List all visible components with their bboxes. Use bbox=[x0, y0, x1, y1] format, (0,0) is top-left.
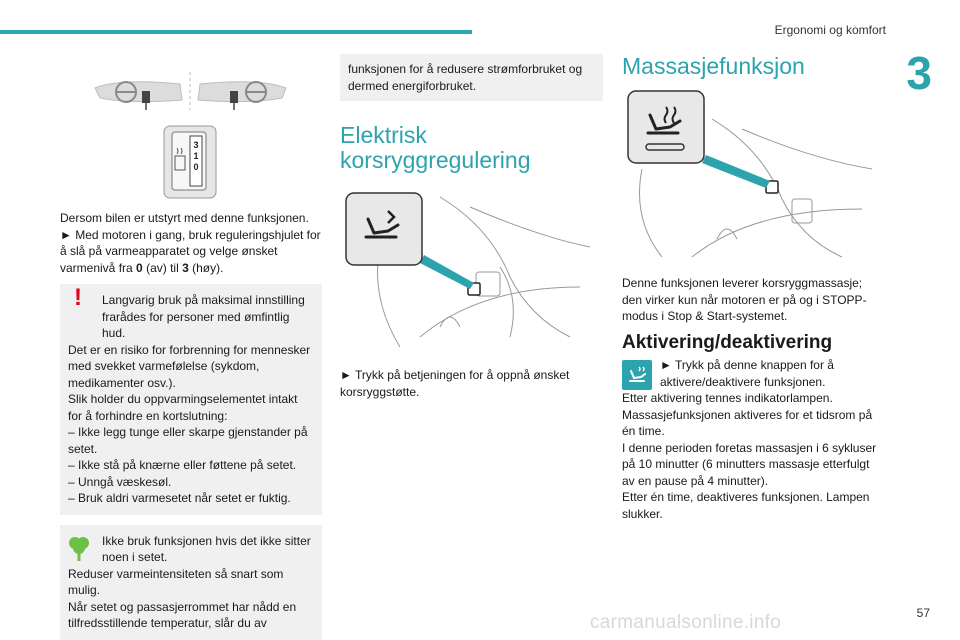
warning-line: Slik holder du oppvarmingselementet intakt for å forhindre en kortslutning: bbox=[68, 392, 298, 423]
lumbar-illustration bbox=[340, 187, 603, 351]
eco-line: Reduser varmeintensiteten så snart som mulig. bbox=[68, 566, 284, 597]
column-lumbar bbox=[340, 54, 603, 400]
warning-box bbox=[60, 284, 322, 515]
warning-exclamation-icon: ! bbox=[74, 284, 82, 311]
dial-level-0: 0 bbox=[193, 162, 199, 172]
massage-heading: Massasjefunksjon bbox=[622, 53, 805, 79]
eco-lead: Ikke bruk funksjonen hvis det ikke sitter noen i setet. bbox=[102, 533, 311, 564]
watermark: carmanualsonline.info bbox=[590, 612, 782, 633]
continuation-text: funksjonen for å redusere strømforbruket og dermed energiforbruket. bbox=[348, 62, 583, 93]
warning-line: Det er en risiko for forbrenning for mennesker med svekket varmefølelse (sykdom, medikamenter osv.). bbox=[68, 342, 311, 390]
warning-line: – Unngå væskesøl. bbox=[68, 474, 172, 489]
massage-intro: Denne funksjonen leverer korsryggmassasje; den virker kun når motoren er på og i STOPP-modus i Stop & Start-systemet. bbox=[622, 276, 867, 323]
massage-body-line: Etter én time, deaktiveres funksjonen. Lampen slukker. bbox=[622, 490, 870, 521]
lumbar-heading: Elektrisk korsryggregulering bbox=[340, 122, 531, 173]
warning-line: – Bruk aldri varmesetet når setet er fuktig. bbox=[68, 491, 291, 505]
massage-illustration bbox=[622, 89, 884, 259]
lumbar-step: ► Trykk på betjeningen for å oppnå ønsket korsryggstøtte. bbox=[340, 368, 570, 399]
warning-line: – Ikke legg tunge eller skarpe gjenstander på setet. bbox=[68, 425, 308, 456]
column-heated-seats bbox=[60, 60, 322, 640]
massage-button-icon bbox=[628, 91, 704, 163]
eco-line: Når setet og passasjerrommet har nådd en tilfredsstillende temperatur, slår du av bbox=[68, 599, 297, 630]
lumbar-button-icon bbox=[346, 193, 422, 265]
header-accent-bar bbox=[0, 30, 472, 34]
steering-wheel-and-dial-figure bbox=[60, 60, 322, 202]
warning-lead: Langvarig bruk på maksimal innstilling frarådes for personer med ømfintlig hud. bbox=[102, 293, 305, 340]
massage-small-button-icon bbox=[622, 360, 652, 390]
dial-level-3: 3 bbox=[193, 140, 199, 150]
page-number: 57 bbox=[916, 606, 930, 620]
heating-step: ► Med motoren i gang, bruk reguleringshjulet for å slå på varmeapparatet og velge ønsket varmenivå fra 0 (av) til 3 (høy). bbox=[60, 227, 321, 275]
activation-heading: Aktivering/deaktivering bbox=[622, 331, 833, 353]
seat-heating-illustration bbox=[60, 60, 322, 202]
massage-body-line: Etter aktivering tennes indikatorlampen. bbox=[622, 391, 833, 405]
eco-tree-icon bbox=[68, 535, 90, 561]
eco-box bbox=[60, 525, 322, 640]
massage-body-line: Massasjefunksjonen aktiveres for et tidsrom på én time. bbox=[622, 407, 873, 438]
warning-line: – Ikke stå på knærne eller føttene på setet. bbox=[68, 458, 297, 472]
section-title: Ergonomi og komfort bbox=[774, 23, 886, 37]
intro-text: Dersom bilen er utstyrt med denne funksjonen. bbox=[60, 211, 309, 225]
column-massage bbox=[622, 54, 884, 522]
activation-step: ► Trykk på denne knappen for å aktivere/deaktivere funksjonen. bbox=[622, 357, 884, 390]
massage-body-line: I denne perioden foretas massasjen i 6 sykluser på 10 minutter (6 minutters massasje etterfulgt av en pause på 4 minutter). bbox=[622, 440, 877, 488]
continuation-box bbox=[340, 54, 603, 101]
dial-level-1: 1 bbox=[193, 151, 199, 161]
chapter-number: 3 bbox=[906, 47, 932, 99]
